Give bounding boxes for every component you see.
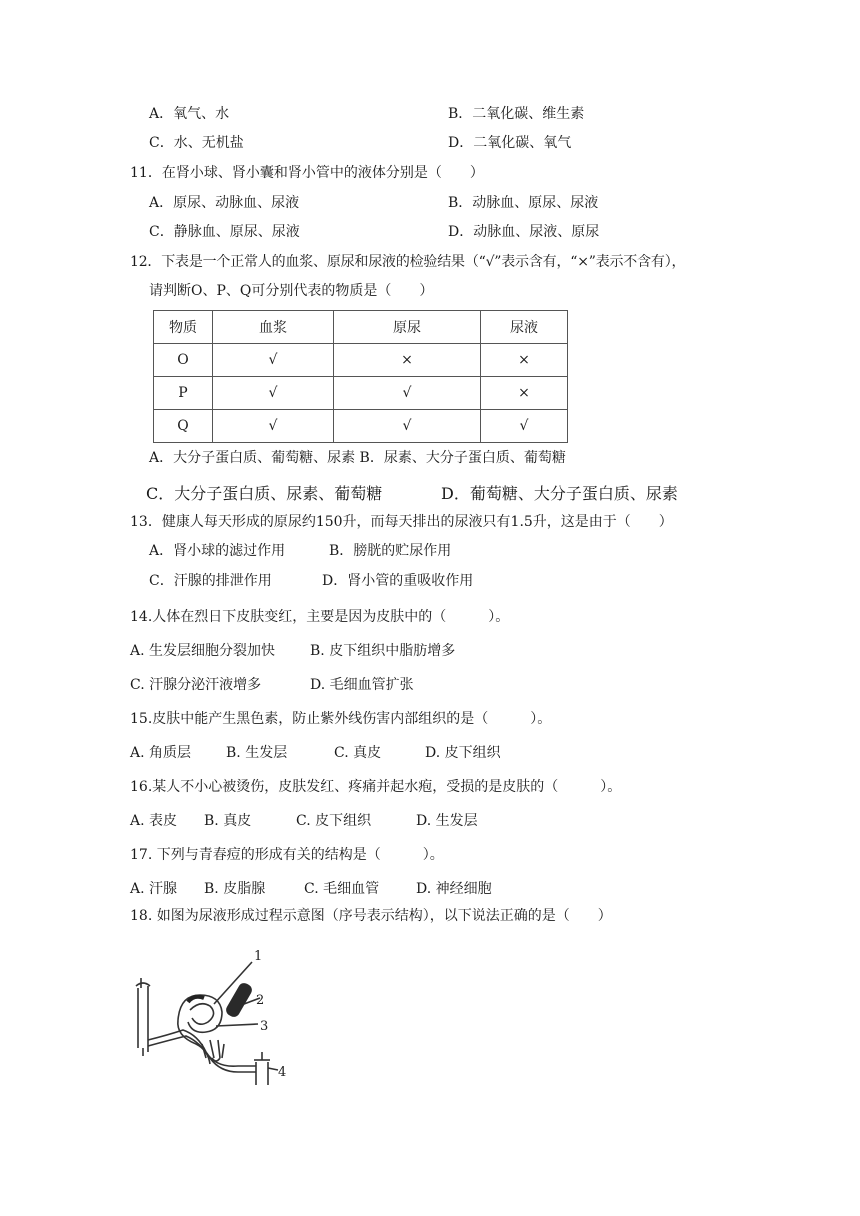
table-cell: P [154, 377, 213, 410]
q16-stem: 16.某人不小心被烫伤，皮肤发红、疼痛并起水疱，受损的是皮肤的（ ）。 [130, 779, 622, 795]
q17-option-a: A. 汗腺 [130, 881, 178, 897]
q17-stem: 17. 下列与青春痘的形成有关的结构是（ ）。 [130, 847, 444, 863]
table-cell: × [334, 344, 481, 377]
q12-option-ab: A．大分子蛋白质、葡萄糖、尿素 B．尿素、大分子蛋白质、葡萄糖 [149, 450, 566, 466]
q15-stem: 15.皮肤中能产生黑色素，防止紫外线伤害内部组织的是（ ）。 [130, 711, 552, 727]
q12-table [153, 310, 568, 443]
q16-option-d: D. 生发层 [416, 813, 478, 829]
q14-stem: 14.人体在烈日下皮肤变红，主要是因为皮肤中的（ ）。 [130, 609, 510, 625]
table-row [154, 344, 568, 377]
diagram-label-3: 3 [260, 1019, 269, 1034]
q10-option-c: C．水、无机盐 [149, 135, 244, 151]
q14-option-b: B. 皮下组织中脂肪增多 [310, 643, 456, 659]
q17-option-d: D. 神经细胞 [416, 881, 492, 897]
q12-option-d: D．葡萄糖、大分子蛋白质、尿素 [441, 484, 678, 503]
q13-stem: 13．健康人每天形成的原尿约150升，而每天排出的尿液只有1.5升，这是由于（ ） [130, 514, 673, 530]
vessel-marker [224, 981, 254, 1019]
table-cell: √ [334, 410, 481, 443]
table-cell: × [481, 344, 568, 377]
q10-option-d: D．二氧化碳、氧气 [448, 135, 572, 151]
table-cell: Q [154, 410, 213, 443]
table-cell: √ [213, 377, 334, 410]
table-header: 物质 [154, 311, 213, 344]
q15-option-c: C. 真皮 [334, 745, 382, 761]
q17-option-b: B. 皮脂腺 [204, 881, 266, 897]
q16-option-a: A. 表皮 [130, 813, 178, 829]
q11-stem: 11．在肾小球、肾小囊和肾小管中的液体分别是（ ） [130, 165, 484, 181]
diagram-label-2: 2 [256, 993, 265, 1008]
q11-option-c: C．静脉血、原尿、尿液 [149, 224, 300, 240]
q10-option-a: A．氧气、水 [149, 106, 230, 122]
q11-option-b: B．动脉血、原尿、尿液 [448, 195, 599, 211]
q11-option-a: A．原尿、动脉血、尿液 [149, 195, 300, 211]
table-row [154, 377, 568, 410]
table-header-row [154, 311, 568, 344]
table-cell: √ [213, 344, 334, 377]
table-cell: × [481, 377, 568, 410]
q13-option-c: C．汗腺的排泄作用 [149, 573, 272, 589]
q13-option-b: B．膀胱的贮尿作用 [329, 543, 452, 559]
q16-option-c: C. 皮下组织 [296, 813, 372, 829]
table-cell: O [154, 344, 213, 377]
q12-option-c: C．大分子蛋白质、尿素、葡萄糖 [146, 484, 383, 503]
q12-stem-line2: 请判断O、P、Q可分别代表的物质是（ ） [149, 283, 434, 299]
table-cell: √ [481, 410, 568, 443]
q14-option-a: A. 生发层细胞分裂加快 [130, 643, 276, 659]
table-header: 尿液 [481, 311, 568, 344]
q16-option-b: B. 真皮 [204, 813, 252, 829]
table-row [154, 410, 568, 443]
q15-option-d: D. 皮下组织 [425, 745, 501, 761]
q14-option-d: D. 毛细血管扩张 [310, 677, 414, 693]
table-cell: √ [213, 410, 334, 443]
q15-option-a: A. 角质层 [130, 745, 192, 761]
nephron-diagram [128, 940, 298, 1090]
table-header: 血浆 [213, 311, 334, 344]
q13-option-a: A．肾小球的滤过作用 [149, 543, 286, 559]
q14-option-c: C. 汗腺分泌汗液增多 [130, 677, 262, 693]
table-header: 原尿 [334, 311, 481, 344]
q10-option-b: B．二氧化碳、维生素 [448, 106, 585, 122]
q13-option-d: D．肾小管的重吸收作用 [322, 573, 474, 589]
diagram-label-4: 4 [278, 1065, 287, 1080]
q17-option-c: C. 毛细血管 [304, 881, 380, 897]
diagram-label-1: 1 [254, 949, 263, 964]
q11-option-d: D．动脉血、尿液、原尿 [448, 224, 600, 240]
q12-stem-line1: 12．下表是一个正常人的血浆、原尿和尿液的检验结果（“√”表示含有，“×”表示不含有）， [130, 254, 686, 270]
q15-option-b: B. 生发层 [226, 745, 288, 761]
table-cell: √ [334, 377, 481, 410]
q18-stem: 18. 如图为尿液形成过程示意图（序号表示结构），以下说法正确的是（ ） [130, 908, 612, 924]
